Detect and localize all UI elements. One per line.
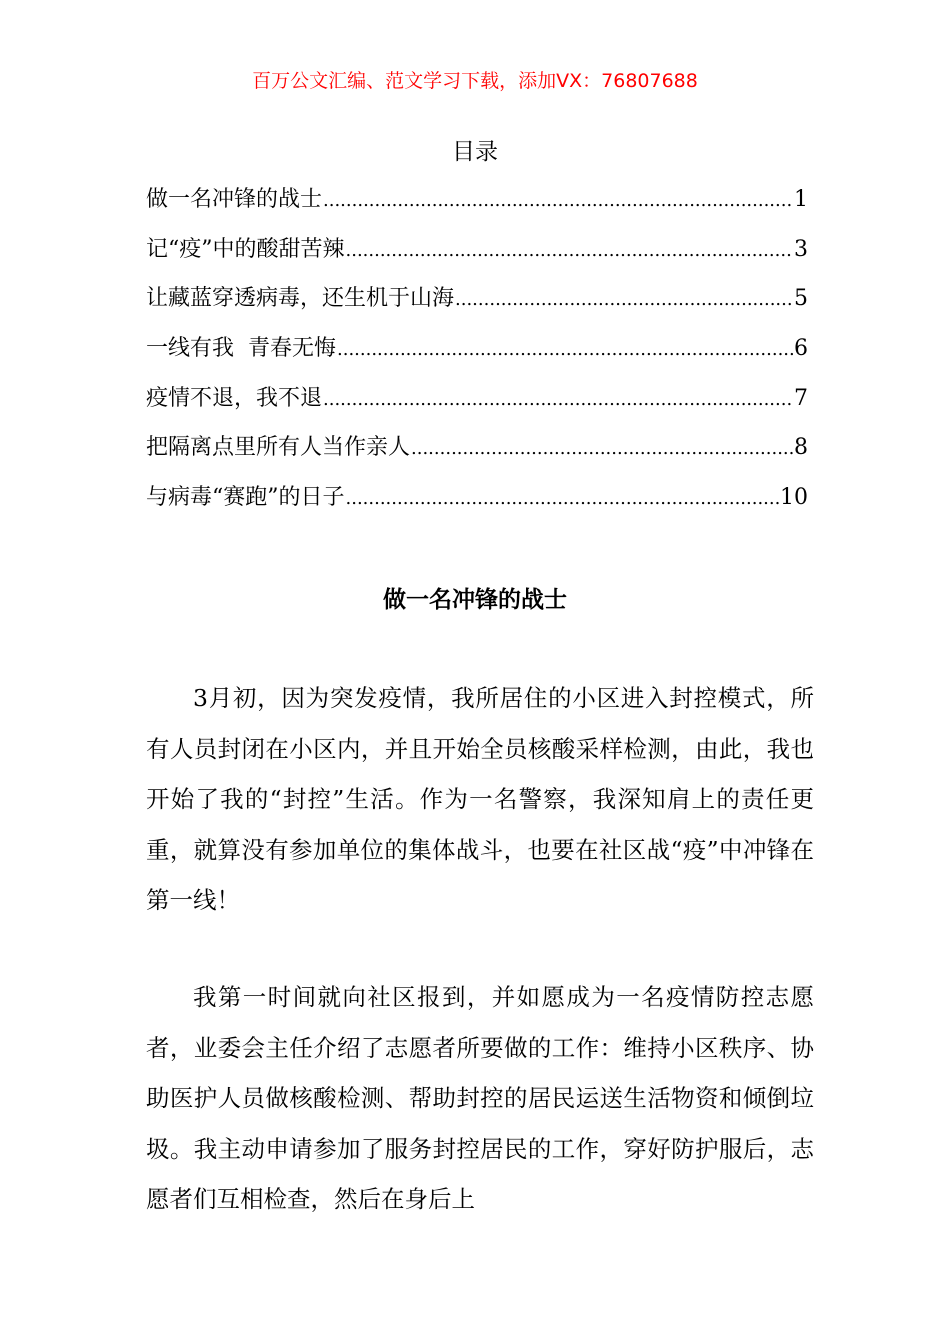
toc-entry-title: 疫情不退，我不退 (146, 385, 323, 411)
toc-entry[interactable] (146, 381, 808, 431)
toc-entry-title: 与病毒“赛跑”的日子 (146, 485, 345, 511)
toc-leader-dots (323, 382, 793, 418)
toc-entry[interactable] (146, 281, 808, 331)
toc-entry[interactable] (146, 430, 808, 480)
toc-entry-page: 8 (794, 435, 808, 461)
header-banner: 百万公文汇编、范文学习下载，添加VX：76807688 (252, 70, 698, 92)
article-paragraph: 3月初，因为突发疫情，我所居住的小区进入封控模式，所有人员封闭在小区内，并且开始全员核酸采样检测，由此，我也开始了我的“封控”生活。作为一名警察，我深知肩上的责任更重，就算没有参加单位的集体战斗，也要在社区战“疫”中冲锋在第一线！ (146, 684, 814, 915)
toc-title: 目录 (452, 139, 498, 165)
toc-entry-title: 把隔离点里所有人当作亲人 (146, 435, 411, 461)
toc-entry-title: 让藏蓝穿透病毒，还生机于山海 (146, 286, 455, 312)
article-heading: 做一名冲锋的战士 (383, 587, 567, 613)
toc-leader-dots (455, 282, 793, 318)
toc-entry-page: 3 (794, 236, 808, 262)
toc-entry[interactable] (146, 232, 808, 282)
toc-entry-page: 1 (794, 187, 808, 212)
table-of-contents (146, 182, 808, 530)
toc-leader-dots (411, 431, 793, 467)
toc-entry-page: 7 (794, 385, 808, 411)
article-paragraph: 我第一时间就向社区报到，并如愿成为一名疫情防控志愿者，业委会主任介绍了志愿者所要做的工作：维持小区秩序、协助医护人员做核酸检测、帮助封控的居民运送生活物资和倾倒垃圾。我主动申请参加了服务封控居民的工作，穿好防护服后，志愿者们互相检查，然后在身后上 (146, 983, 814, 1214)
toc-entry-title: 一线有我 青春无悔 (146, 336, 336, 362)
toc-leader-dots (346, 233, 794, 269)
toc-leader-dots (346, 481, 780, 517)
toc-entry-title: 做一名冲锋的战士 (146, 187, 323, 212)
toc-leader-dots (323, 183, 793, 219)
toc-entry-title: 记“疫”中的酸甜苦辣 (146, 236, 345, 262)
toc-entry-page: 10 (780, 485, 808, 511)
toc-entry-page: 6 (794, 336, 808, 362)
toc-entry[interactable] (146, 480, 808, 530)
toc-entry-page: 5 (794, 286, 808, 312)
toc-leader-dots (337, 332, 793, 368)
toc-entry[interactable] (146, 331, 808, 381)
toc-entry[interactable] (146, 182, 808, 232)
